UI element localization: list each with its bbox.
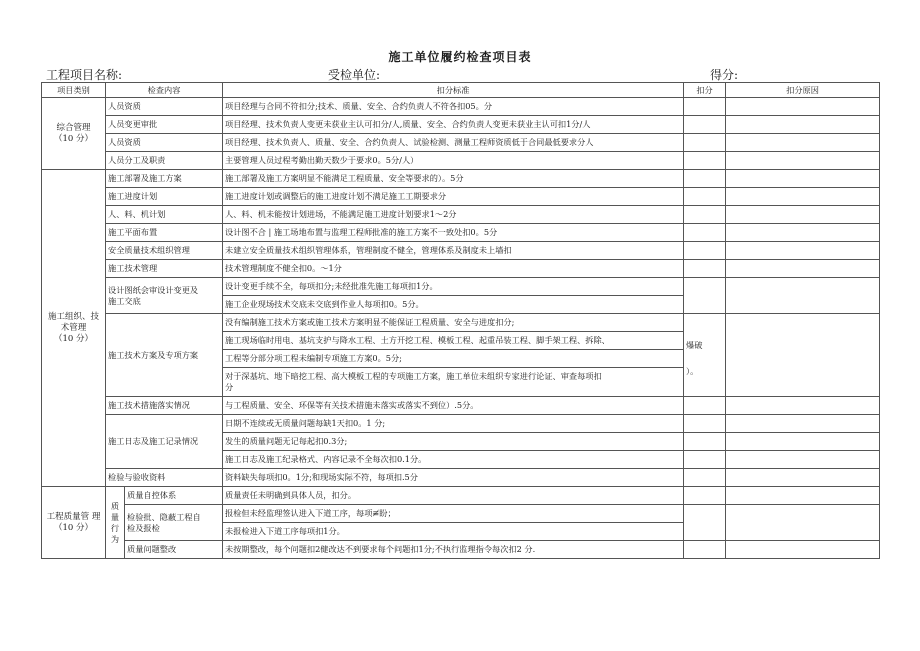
deduction-cell[interactable]	[684, 397, 726, 415]
reason-cell[interactable]	[726, 487, 880, 505]
quality-behavior-label: 质 量 行 为	[106, 487, 125, 559]
table-row	[42, 98, 880, 116]
standard-cell: 报检但未经监理签认进入下道工序，每项≢盼；	[223, 505, 684, 523]
standard-cell: 日期不连续或无质量问题每缺1天扣0。1 分;	[223, 415, 684, 433]
reason-cell[interactable]	[726, 188, 880, 206]
standard-cell: 项目经理、技术负责人、质量、安全、合约负责人、试验检测、测量工程师资质低于合同最低要求分人	[223, 134, 684, 152]
table-row	[42, 505, 880, 523]
standard-cell: 技术管理制度不健全扣0。～1分	[223, 260, 684, 278]
reason-cell[interactable]	[726, 451, 880, 469]
content-cell: 施工技术管理	[106, 260, 223, 278]
deduction-cell[interactable]	[684, 260, 726, 278]
reason-cell[interactable]	[726, 170, 880, 188]
table-row	[42, 188, 880, 206]
deduction-cell[interactable]	[684, 433, 726, 451]
content-cell: 人员分工及职责	[106, 152, 223, 170]
content-cell: 施工平面布置	[106, 224, 223, 242]
content-cell: 质量问题整改	[125, 541, 223, 559]
reason-cell[interactable]	[726, 224, 880, 242]
inspection-table	[41, 82, 880, 559]
standard-cell: 资料缺失每项扣0。1分;和现场实际不符，每项扣.5分	[223, 469, 684, 487]
header-category: 项目类别	[42, 83, 106, 98]
deduction-cell[interactable]	[684, 170, 726, 188]
content-cell: 质量自控体系	[125, 487, 223, 505]
standard-cell: 设计变更手续不全，每项扣分;未经批准先施工每项扣1分。	[223, 278, 684, 296]
table-row	[42, 134, 880, 152]
header-deduction: 扣分	[684, 83, 726, 98]
content-cell: 施工日志及施工记录情况	[106, 415, 223, 469]
standard-cell: 施工企业现场技术交底未交底到作业人每项扣0。5分。	[223, 296, 684, 314]
standard-cell: 未按期整改，每个问题扣2健改达不到要求每个问题扣1分;不执行监理指令每次扣2 分.	[223, 541, 684, 559]
deduction-cell[interactable]: 爆破 ）。	[684, 314, 726, 397]
header-content: 检查内容	[106, 83, 223, 98]
category-construction: 施工组织、技 术管理 （10 分）	[42, 170, 106, 487]
deduction-cell[interactable]	[684, 451, 726, 469]
reason-cell[interactable]	[726, 116, 880, 134]
content-cell: 施工技术措施落实情况	[106, 397, 223, 415]
reason-cell[interactable]	[726, 415, 880, 433]
deduction-cell[interactable]	[684, 469, 726, 487]
form-meta	[46, 66, 746, 82]
table-row	[42, 314, 880, 332]
header-reason: 扣分原因	[726, 83, 880, 98]
table-row	[42, 278, 880, 296]
score-label: 得分:	[710, 68, 739, 82]
reason-cell[interactable]	[726, 397, 880, 415]
content-cell: 人员变更审批	[106, 116, 223, 134]
reason-cell[interactable]	[726, 469, 880, 487]
reason-cell[interactable]	[726, 206, 880, 224]
standard-cell: 施工现场临时用电、基坑支护与降水工程、土方开挖工程、模板工程、起重吊装工程、脚手架工程、拆除、	[223, 332, 684, 350]
deduction-cell[interactable]	[684, 487, 726, 505]
deduction-cell[interactable]	[684, 206, 726, 224]
content-cell: 施工部署及施工方案	[106, 170, 223, 188]
table-row	[42, 224, 880, 242]
content-cell: 施工技术方案及专项方案	[106, 314, 223, 397]
deduction-cell[interactable]	[684, 134, 726, 152]
reason-cell[interactable]	[726, 433, 880, 451]
page-title: 施工单位履约检查项目表	[388, 50, 532, 64]
deduction-cell[interactable]	[684, 242, 726, 260]
deduction-cell[interactable]	[684, 278, 726, 314]
standard-cell: 工程等分部分项工程未编制专项施工方案0。5分;	[223, 350, 684, 368]
standard-cell: 设计图不合 | 施工场地布置与监理工程师批准的施工方案不一致处扣0。5分	[223, 224, 684, 242]
standard-cell: 施工进度计划或调整后的施工进度计划不满足施工工期要求分	[223, 188, 684, 206]
standard-cell: 项目经理、技术负责人变更未获业主认可扣分/人,质量、安全、合约负责人变更未获业主认可扣1分/人	[223, 116, 684, 134]
reason-cell[interactable]	[726, 242, 880, 260]
deduction-cell[interactable]	[684, 415, 726, 433]
standard-cell: 未报检进入下道工序每项扣1分。	[223, 523, 684, 541]
table-row	[42, 152, 880, 170]
standard-cell: 与工程质量、安全、环保等有关技术措施未落实或落实不到位）.5分。	[223, 397, 684, 415]
reason-cell[interactable]	[726, 152, 880, 170]
table-header-row	[42, 83, 880, 98]
standard-cell: 没有编制施工技术方案或施工技术方案明显不能保证工程质量、安全与进度扣分;	[223, 314, 684, 332]
table-row	[42, 541, 880, 559]
standard-cell: 主要管理人员过程考勤出勤天数少于要求0。5分/人）	[223, 152, 684, 170]
standard-cell: 人、料、机未能按计划进场，不能满足施工进度计划要求1～2分	[223, 206, 684, 224]
table-row	[42, 469, 880, 487]
standard-cell: 施工日志及施工纪录格式、内容记录不全每次扣0.1分。	[223, 451, 684, 469]
table-row	[42, 260, 880, 278]
table-row	[42, 170, 880, 188]
table-row	[42, 415, 880, 433]
deduction-cell[interactable]	[684, 505, 726, 541]
content-cell: 施工进度计划	[106, 188, 223, 206]
reason-cell[interactable]	[726, 134, 880, 152]
standard-cell: 施工部署及施工方案明显不能满足工程质量、安全等要求的）。5分	[223, 170, 684, 188]
standard-cell: 质量责任未明确到具体人员，扣分。	[223, 487, 684, 505]
reason-cell[interactable]	[726, 278, 880, 314]
deduction-cell[interactable]	[684, 152, 726, 170]
standard-cell: 发生的质量问题无记每起扣0.3分;	[223, 433, 684, 451]
deduction-cell[interactable]	[684, 116, 726, 134]
table-row	[42, 242, 880, 260]
content-cell: 检验批、隐蔽工程自 检及报检	[125, 505, 223, 541]
content-cell: 检验与验收资料	[106, 469, 223, 487]
category-comprehensive: 综合管理 （10 分）	[42, 98, 106, 170]
table-row	[42, 397, 880, 415]
project-name-label: 工程项目名称:	[46, 68, 123, 82]
deduction-cell[interactable]	[684, 98, 726, 116]
inspected-unit-label: 受检单位:	[328, 68, 381, 82]
header-standard: 扣分标准	[223, 83, 684, 98]
standard-cell: 对于深基坑、地下暗挖工程、高大模板工程的专项施工方案，施工单位未组织专家进行论证、审查每项扣 分	[223, 368, 684, 397]
content-cell: 人、料、机计划	[106, 206, 223, 224]
category-quality: 工程质量管 理 （10 分）	[42, 487, 106, 559]
deduction-cell[interactable]	[684, 188, 726, 206]
content-cell: 人员资质	[106, 134, 223, 152]
reason-cell[interactable]	[726, 314, 880, 397]
deduction-cell[interactable]	[684, 224, 726, 242]
content-cell: 设计图纸会审设计变更及 施工交底	[106, 278, 223, 314]
reason-cell[interactable]	[726, 541, 880, 559]
reason-cell[interactable]	[726, 260, 880, 278]
content-cell: 人员资质	[106, 98, 223, 116]
content-cell: 安全质量技术组织管理	[106, 242, 223, 260]
reason-cell[interactable]	[726, 98, 880, 116]
table-row	[42, 206, 880, 224]
standard-cell: 项目经理与合同不符扣分;技术、质量、安全、合约负责人不符各扣05。分	[223, 98, 684, 116]
reason-cell[interactable]	[726, 505, 880, 541]
standard-cell: 未建立安全质量技术组织管理体系，管理制度不健全，管理体系及制度未上墙扣	[223, 242, 684, 260]
table-row	[42, 116, 880, 134]
table-row	[42, 487, 880, 505]
deduction-cell[interactable]	[684, 541, 726, 559]
